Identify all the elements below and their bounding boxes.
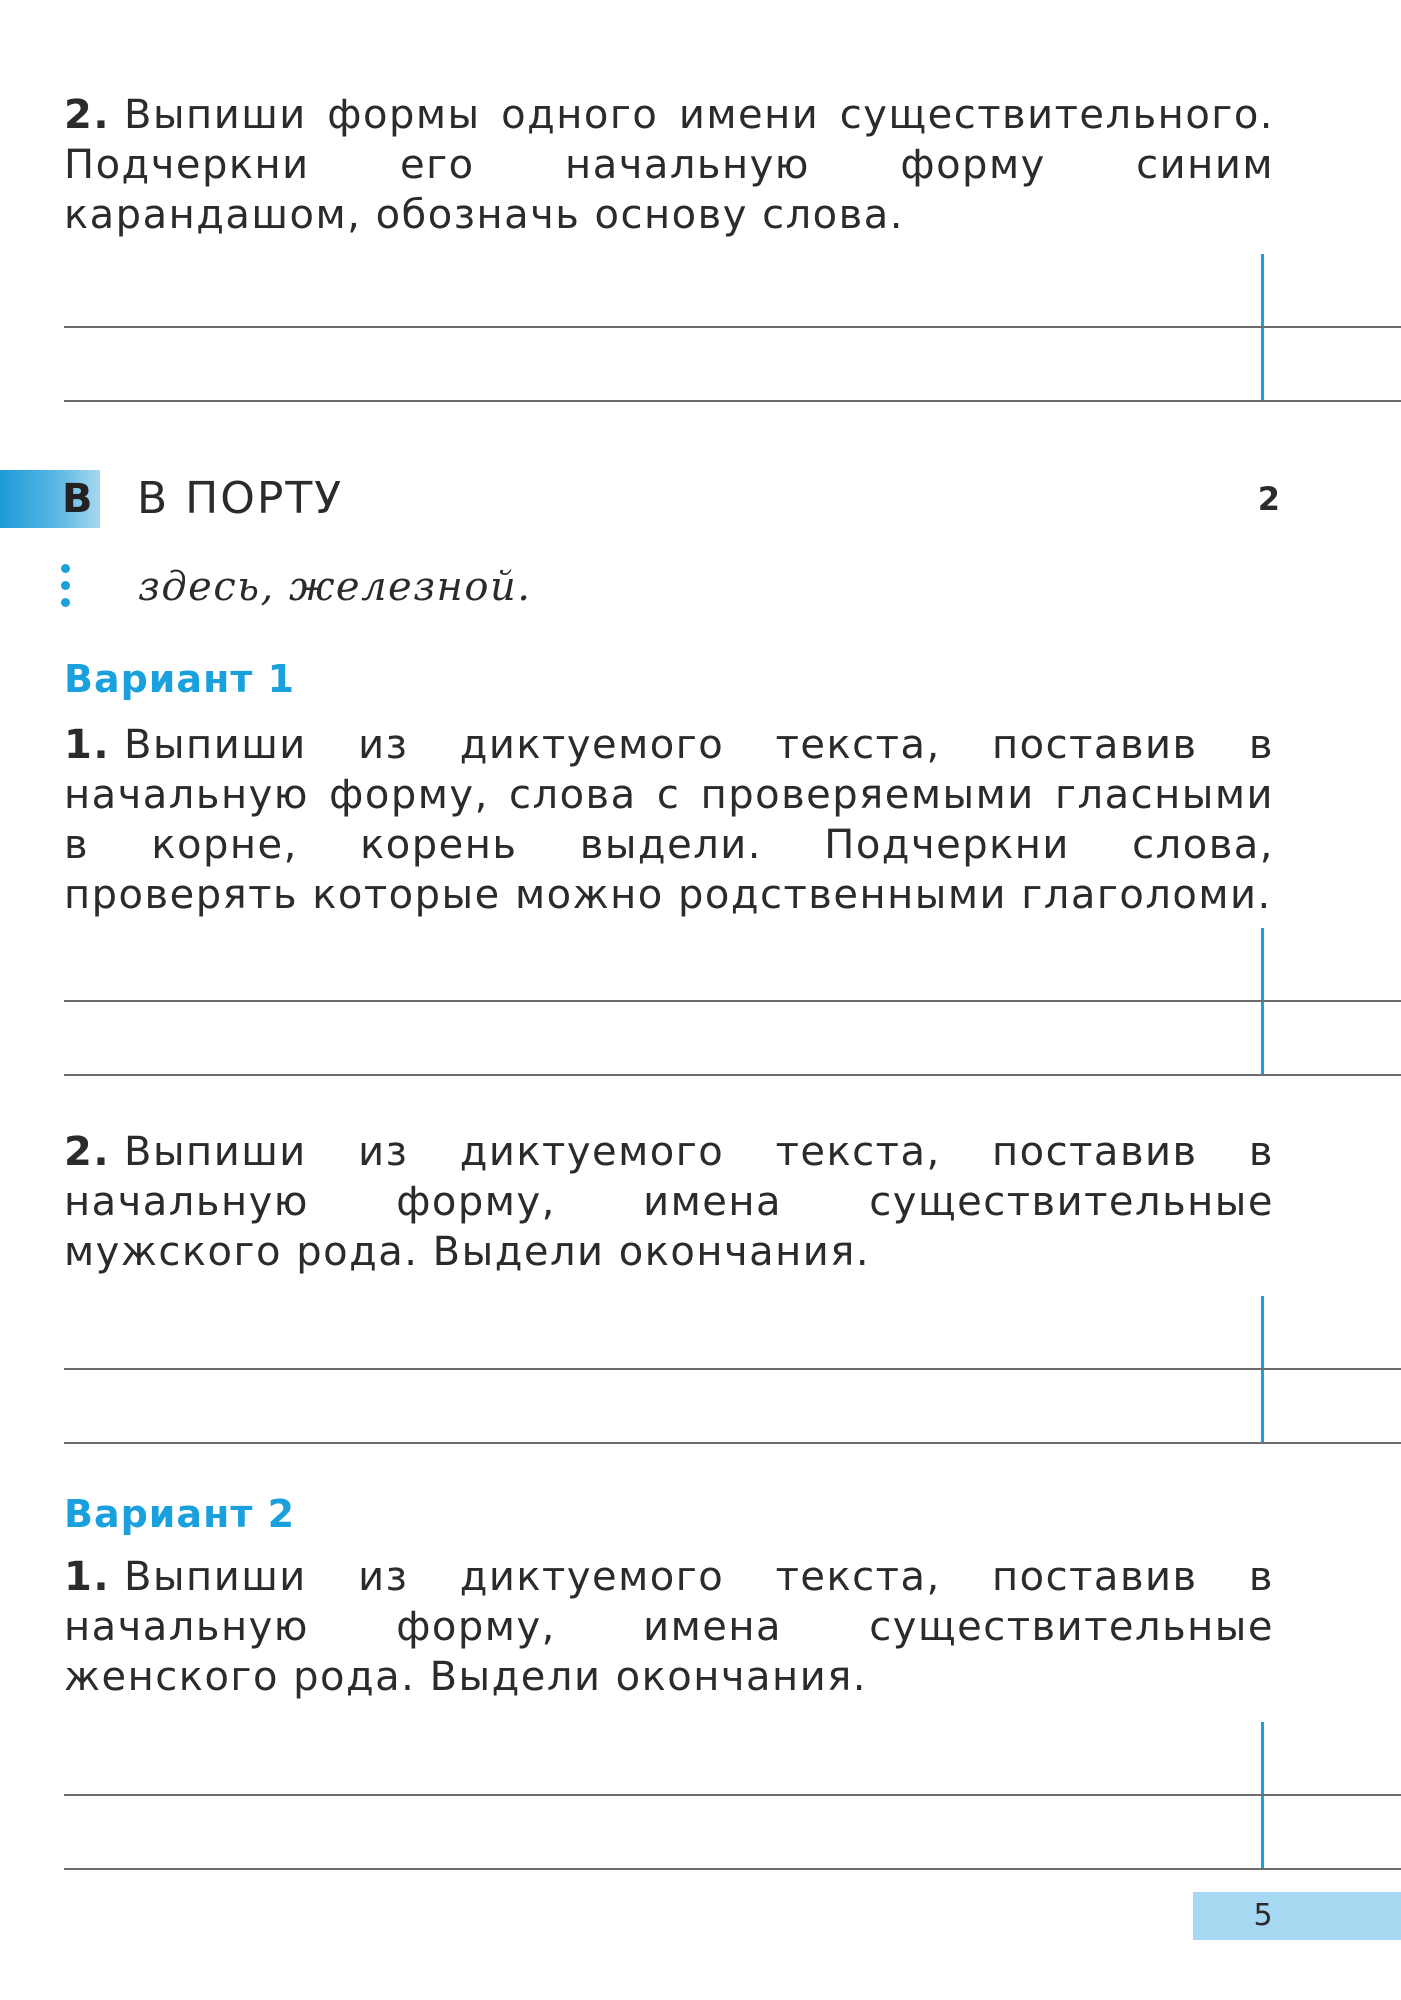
task-instruction: Выпиши из диктуемого текста, поставив в начальную форму, имена существительные женского рода. Выдели окончания. (64, 1554, 1274, 1700)
task-number: 2. (64, 92, 111, 138)
writing-line[interactable] (64, 1868, 1401, 1870)
task-text (64, 1552, 1274, 1702)
writing-line[interactable] (64, 400, 1401, 402)
task-text (64, 720, 1274, 920)
vocabulary-words: здесь, железной. (138, 564, 532, 610)
task-text (64, 1127, 1274, 1277)
task-number: 1. (64, 1554, 111, 1600)
writing-line[interactable] (64, 1000, 1401, 1002)
task-instruction: Выпиши из диктуемого текста, поставив в начальную форму, слова с проверяемыми гласными в корне, корень выдели. Подчеркни слова, проверять которые можно родственными глаголоми. (64, 722, 1274, 918)
task-text (64, 90, 1274, 240)
variant-1-heading: Вариант 1 (64, 657, 296, 701)
task-instruction: Выпиши формы одного имени существительного. Подчеркни его начальную форму синим карандашом, обозначь основу слова. (64, 92, 1274, 238)
task-number: 2. (64, 1129, 111, 1175)
writing-line[interactable] (64, 1368, 1401, 1370)
section-letter: В (62, 476, 93, 522)
variant-2-heading: Вариант 2 (64, 1492, 296, 1536)
task-number: 1. (64, 722, 111, 768)
section-title: В ПОРТУ (137, 473, 344, 524)
writing-line[interactable] (64, 326, 1401, 328)
writing-line[interactable] (64, 1442, 1401, 1444)
page-number: 5 (1253, 1898, 1273, 1933)
writing-line[interactable] (64, 1794, 1401, 1796)
dots-icon (61, 562, 71, 610)
writing-line[interactable] (64, 1074, 1401, 1076)
section-count: 2 (1257, 480, 1280, 518)
page-number-box (1193, 1892, 1401, 1940)
task-instruction: Выпиши из диктуемого текста, поставив в начальную форму, имена существительные мужского рода. Выдели окончания. (64, 1129, 1274, 1275)
